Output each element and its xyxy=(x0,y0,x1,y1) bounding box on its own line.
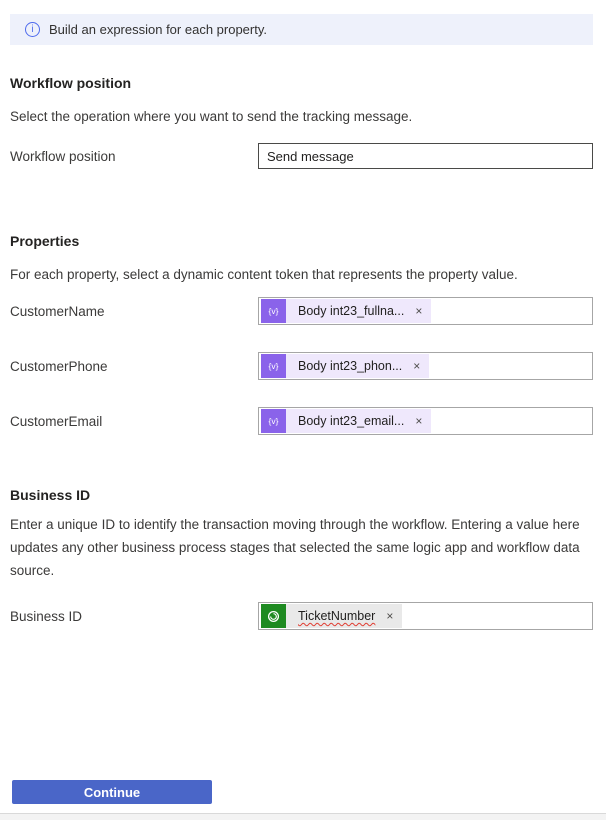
business-id-field-label: Business ID xyxy=(10,609,83,624)
business-id-section-description: Enter a unique ID to identify the transaction moving through the workflow. Entering a value here updates any other business process stages that selected the same logic app and workflow data source. xyxy=(10,517,580,578)
customer-email-token[interactable] xyxy=(261,409,431,433)
info-banner-text: Build an expression for each property. xyxy=(49,22,267,37)
business-id-token-label: TicketNumber xyxy=(298,609,376,623)
remove-token-icon[interactable]: × xyxy=(386,609,394,623)
customer-name-token-label: Body int23_fullna... xyxy=(298,304,405,318)
dataverse-icon xyxy=(261,604,286,628)
customer-phone-token-input[interactable] xyxy=(258,352,593,380)
remove-token-icon[interactable]: × xyxy=(415,304,423,318)
info-icon: i xyxy=(25,22,40,37)
panel-bottom-divider xyxy=(0,813,606,820)
dynamic-content-icon: {v} xyxy=(261,354,286,378)
customer-email-token-input[interactable] xyxy=(258,407,593,435)
dynamic-content-icon: {v} xyxy=(261,299,286,323)
info-banner xyxy=(10,14,593,45)
customer-name-token-input[interactable] xyxy=(258,297,593,325)
business-id-token[interactable] xyxy=(261,604,402,628)
customer-name-field-label: CustomerName xyxy=(10,304,105,319)
business-id-token-input[interactable] xyxy=(258,602,593,630)
continue-button[interactable]: Continue xyxy=(12,780,212,804)
workflow-position-section-title: Workflow position xyxy=(10,75,132,91)
business-id-section-title: Business ID xyxy=(10,487,91,503)
properties-section-title: Properties xyxy=(10,233,80,249)
customer-phone-token-label: Body int23_phon... xyxy=(298,359,403,373)
remove-token-icon[interactable]: × xyxy=(415,414,423,428)
dynamic-content-icon: {v} xyxy=(261,409,286,433)
customer-email-field-label: CustomerEmail xyxy=(10,414,103,429)
customer-name-token[interactable] xyxy=(261,299,431,323)
customer-email-token-label: Body int23_email... xyxy=(298,414,405,428)
workflow-position-select[interactable]: Send message xyxy=(258,143,593,169)
workflow-position-section-description: Select the operation where you want to send the tracking message. xyxy=(10,109,413,124)
customer-phone-field-label: CustomerPhone xyxy=(10,359,108,374)
remove-token-icon[interactable]: × xyxy=(413,359,421,373)
customer-phone-token[interactable] xyxy=(261,354,429,378)
workflow-position-field-label: Workflow position xyxy=(10,149,116,164)
properties-section-description: For each property, select a dynamic content token that represents the property value. xyxy=(10,267,518,282)
